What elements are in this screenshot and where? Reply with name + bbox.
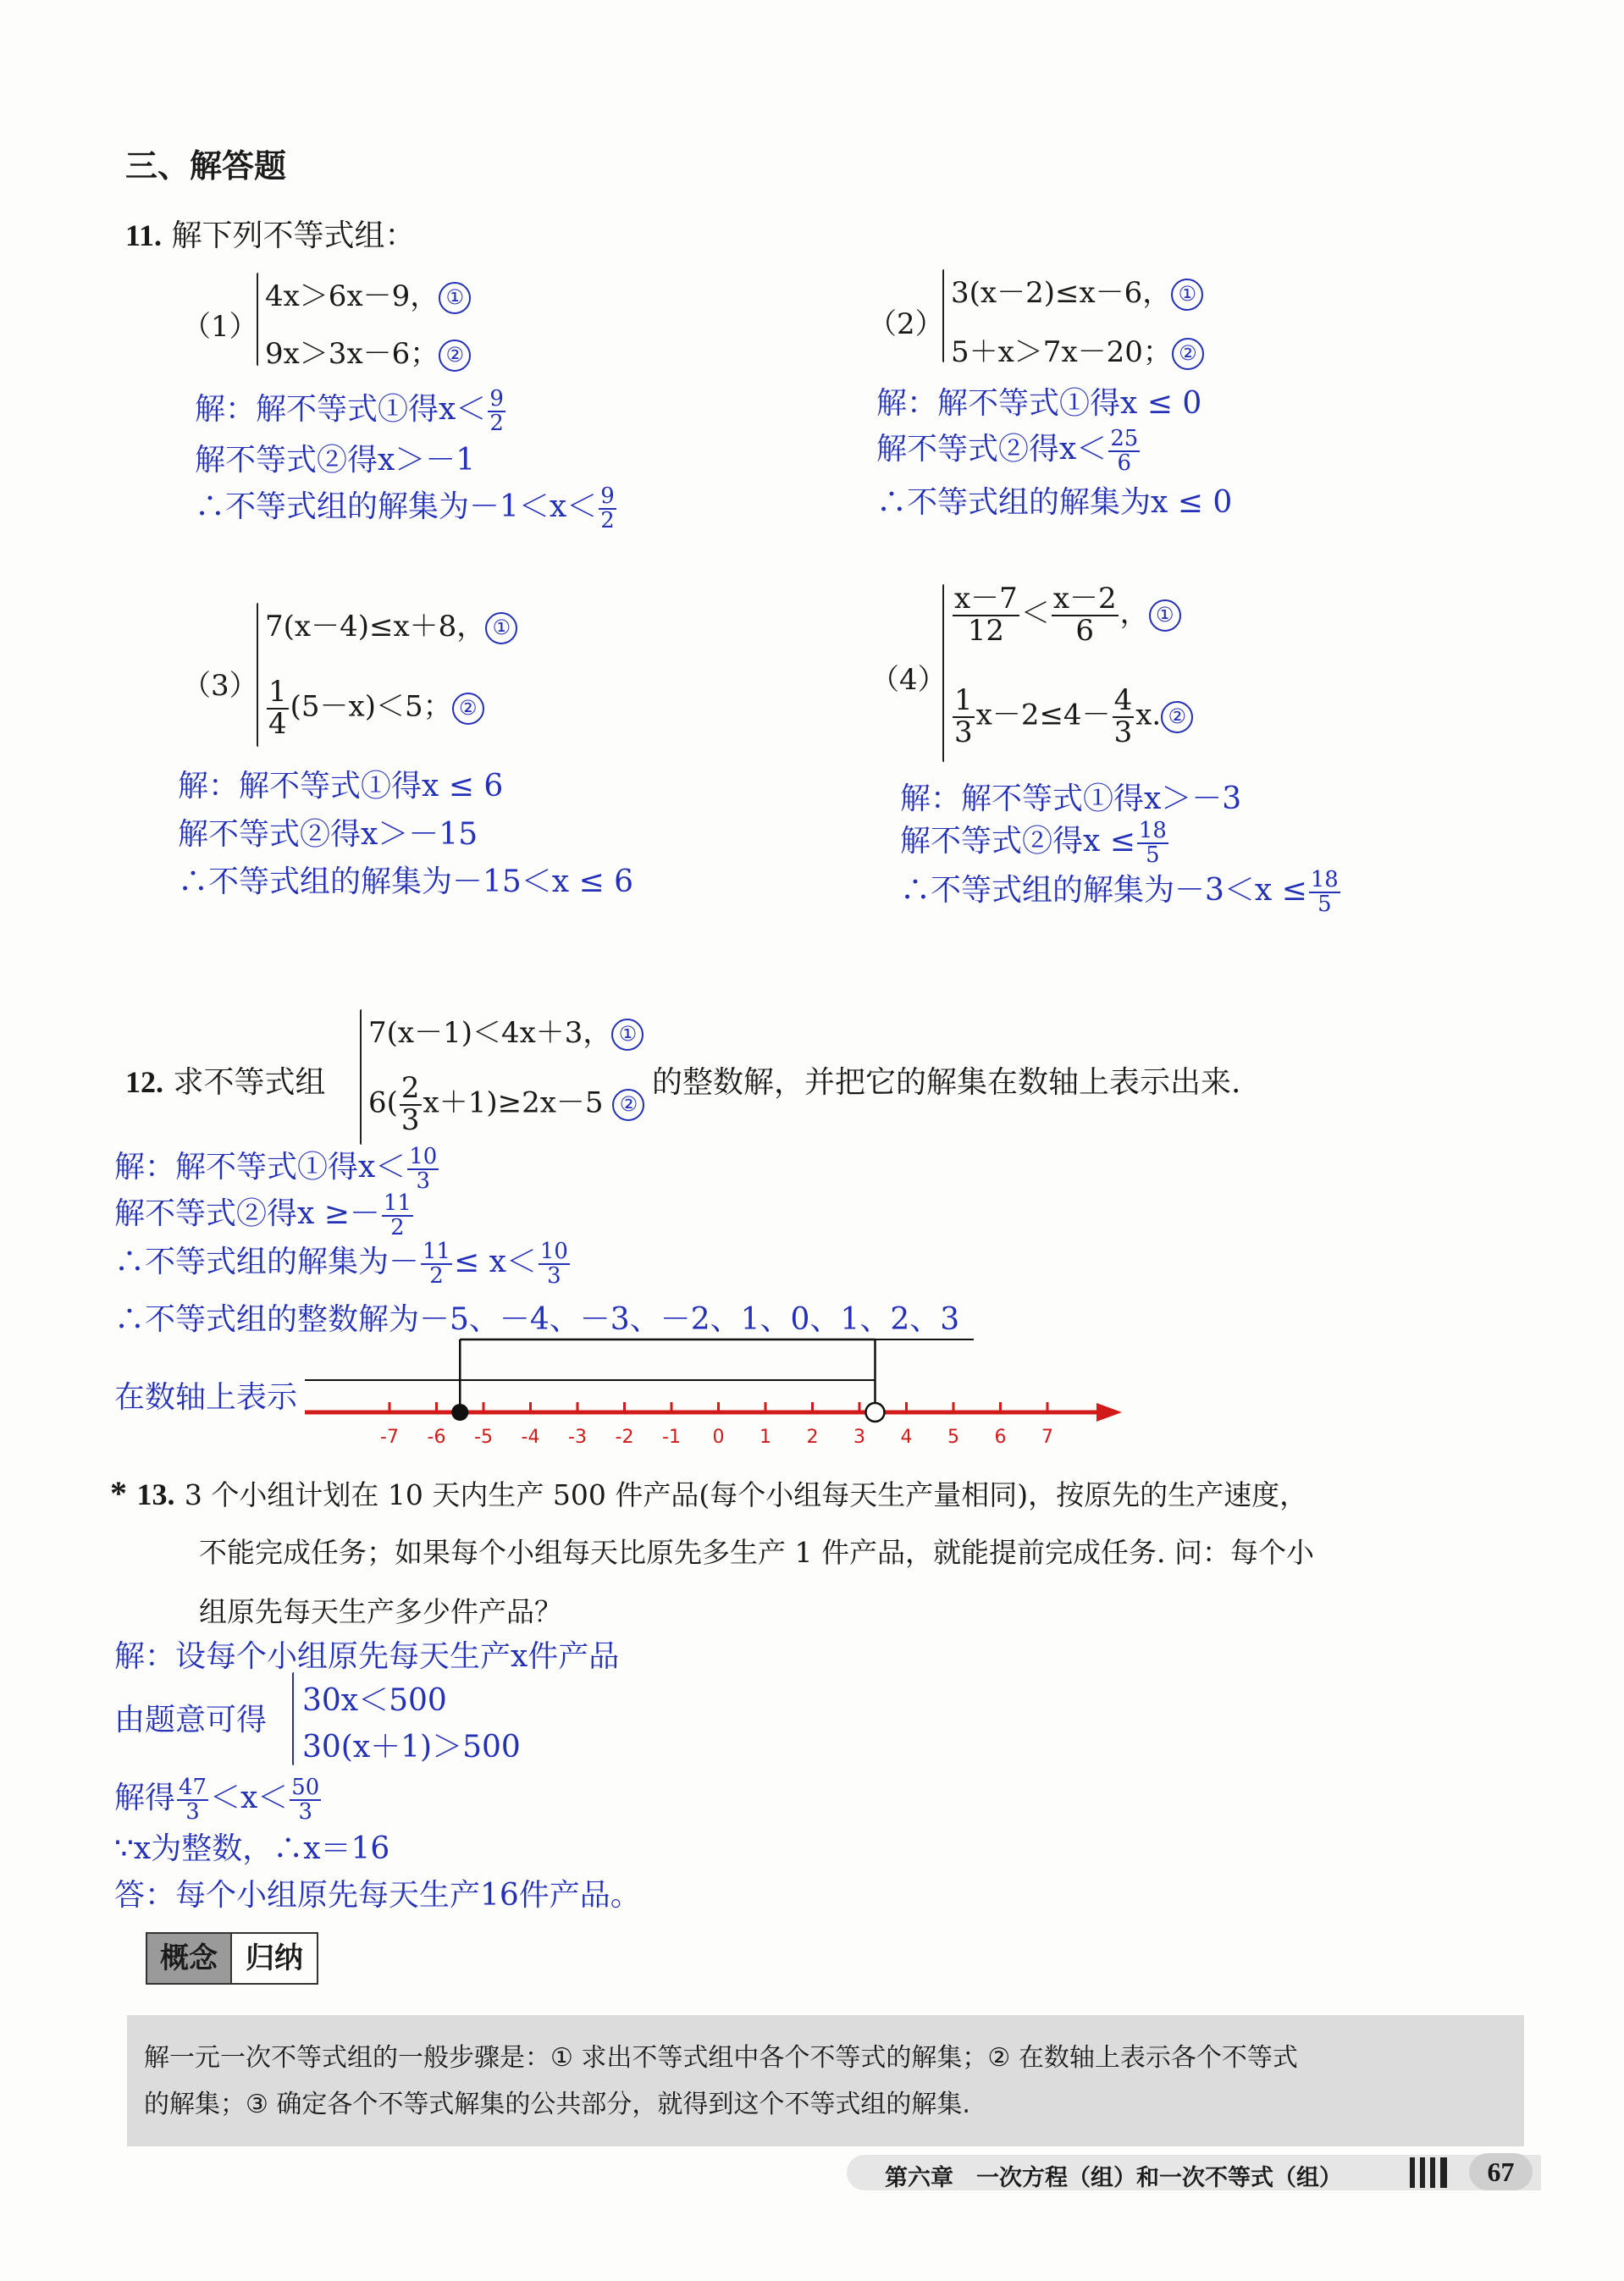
q11-p1-ans3 <box>195 483 618 533</box>
q11-p1-eq1 <box>265 273 471 314</box>
q13-number: 13. <box>136 1477 175 1511</box>
page-number: 67 <box>1469 2153 1533 2190</box>
concept-tag-right: 归纳 <box>246 1941 303 1975</box>
q11-p4-label: （4） <box>870 663 947 697</box>
fraction <box>1052 584 1119 646</box>
frac-den: 2 <box>429 1263 444 1289</box>
q11-p1-brace <box>257 273 258 366</box>
q13-line3: 组原先每天生产多少件产品？ <box>199 1595 562 1628</box>
tick-label: 2 <box>806 1427 819 1448</box>
fraction <box>953 683 975 749</box>
fraction <box>1309 866 1340 917</box>
q11-p2-eq2-text: 5＋x＞7x－20； <box>951 335 1172 369</box>
frac-num: x－7 <box>954 582 1018 616</box>
q13-ans3-b: ＜x＜ <box>209 1781 289 1815</box>
tick-label: 0 <box>712 1427 725 1448</box>
q11-p2-eq1-text: 3(x－2)≤x－6， <box>951 276 1172 310</box>
fraction <box>400 1071 422 1137</box>
q12-ans2-text: 解不等式②得x ≥－ <box>114 1196 380 1231</box>
q11-p1-eq1-text: 4x＞6x－9， <box>265 279 439 313</box>
q12-brace <box>360 1009 362 1145</box>
frac-den: 4 <box>268 706 287 741</box>
q11-p3-brace <box>257 603 258 747</box>
section-title: 三、解答题 <box>125 147 287 185</box>
q12-eq2-a: 6( <box>368 1085 398 1120</box>
q11-number: 11. <box>125 218 163 252</box>
q12-ans1 <box>114 1143 440 1193</box>
number-line <box>305 1338 1135 1448</box>
footer-chapter: 第六章 一次方程（组）和一次不等式（组） <box>885 2165 1342 2191</box>
footer-bars-icon <box>1410 2157 1450 2188</box>
circle-1-icon: ① <box>1149 599 1181 632</box>
circle-1-icon: ① <box>439 282 471 314</box>
q13-ans2: 由题意可得 <box>114 1703 268 1737</box>
q11-p3-ans2: 解不等式②得x＞－15 <box>178 817 478 852</box>
q11-p3-eq1 <box>265 603 517 644</box>
fraction <box>267 677 289 739</box>
frac-den: 2 <box>489 411 504 436</box>
q12-ans3 <box>114 1238 572 1288</box>
q11-p2-brace <box>942 269 944 362</box>
frac-num: x－2 <box>1052 582 1117 616</box>
frac-den: 2 <box>390 1215 405 1240</box>
q12-eq2 <box>368 1071 644 1137</box>
frac-den: 3 <box>185 1799 200 1825</box>
frac-num: 10 <box>409 1143 438 1169</box>
q11-p3-eq1-text: 7(x－4)≤x＋8， <box>265 610 486 643</box>
summary-line2: 的解集；③ 确定各个不等式解集的公共部分，就得到这个不等式组的解集. <box>144 2090 970 2119</box>
q11-p1-eq2 <box>265 330 471 372</box>
tick-label: 1 <box>760 1427 771 1448</box>
circle-2-icon: ② <box>439 340 471 372</box>
circle-1-icon: ① <box>485 612 517 644</box>
q11-p1-ans3-text: ∴不等式组的解集为－1＜x＜ <box>195 489 598 524</box>
q11-p4-brace <box>942 584 944 762</box>
q12-eq2-b: x＋1)≥2x－5 <box>423 1085 604 1120</box>
q12-ans3-b: ≤ x＜ <box>453 1245 537 1279</box>
frac-den: 3 <box>298 1799 313 1825</box>
tick-label: 3 <box>853 1427 865 1448</box>
summary-box <box>127 2015 1524 2146</box>
fraction <box>539 1240 570 1288</box>
concept-tag <box>146 1932 318 1985</box>
q11-p3-eq2-text: (5－x)＜5； <box>290 689 452 724</box>
q13-brace <box>292 1672 294 1765</box>
q11-p3-ans1: 解：解不等式①得x ≤ 6 <box>178 769 504 804</box>
q13-line1 <box>110 1473 1307 1513</box>
q12-eq1-text: 7(x－1)＜4x＋3， <box>368 1016 612 1050</box>
fraction <box>290 1776 321 1824</box>
frac-den: 5 <box>1146 842 1160 868</box>
solid-endpoint <box>451 1404 468 1421</box>
frac-den: 3 <box>954 715 973 749</box>
q11-prompt <box>125 212 415 255</box>
fraction <box>421 1240 452 1288</box>
q11-p2-ans1: 解：解不等式①得x ≤ 0 <box>876 386 1202 421</box>
q11-p3-ans3: ∴不等式组的解集为－15＜x ≤ 6 <box>178 864 634 899</box>
frac-num: 9 <box>489 385 504 411</box>
q11-p4-eq2-text: x－2≤4－ <box>975 698 1111 732</box>
circle-1-icon: ① <box>1171 279 1203 311</box>
q11-p3-eq2 <box>265 677 484 739</box>
concept-tag-left: 概念 <box>147 1934 232 1983</box>
q11-p1-ans2: 解不等式②得x＞－1 <box>195 443 476 478</box>
fraction <box>953 584 1019 646</box>
q13-ans4: ∵x为整数，∴x＝16 <box>114 1831 390 1866</box>
frac-den: 3 <box>547 1263 561 1289</box>
tick-label: -6 <box>427 1427 446 1448</box>
q11-p2-ans2-text: 解不等式②得x＜ <box>876 432 1108 467</box>
frac-num: 11 <box>383 1190 412 1216</box>
frac-den: 6 <box>1117 450 1132 476</box>
q11-p2-ans2 <box>876 425 1141 475</box>
frac-num: 1 <box>954 683 973 717</box>
frac-num: 9 <box>600 483 615 509</box>
q11-p4-ans2 <box>900 817 1170 867</box>
tick-label: -7 <box>380 1427 399 1448</box>
tick-label: -5 <box>474 1427 493 1448</box>
fraction <box>599 485 616 533</box>
q12-ans5: 在数轴上表示 <box>114 1380 298 1415</box>
frac-num: 2 <box>400 1071 420 1105</box>
q13-sys2: 30(x＋1)＞500 <box>302 1730 521 1765</box>
q11-p2-eq1 <box>951 269 1203 311</box>
axis-arrow-icon <box>1096 1403 1122 1422</box>
frac-den: 2 <box>600 508 615 533</box>
frac-num: 47 <box>179 1774 207 1800</box>
q12-ans3-a: ∴不等式组的解集为－ <box>114 1245 420 1279</box>
q11-p4-eq2 <box>951 683 1193 749</box>
q12-pre-text: 求不等式组 <box>173 1065 326 1100</box>
q11-p2-label: （2） <box>868 307 944 341</box>
q12-ans1-text: 解：解不等式①得x＜ <box>114 1150 406 1185</box>
frac-num: 10 <box>539 1238 568 1264</box>
q12-prompt-post: 的整数解，并把它的解集在数轴上表示出来. <box>652 1065 1241 1100</box>
open-endpoint <box>865 1403 884 1422</box>
q11-p1-eq2-text: 9x＞3x－6； <box>265 337 439 371</box>
q13-ans5: 答：每个小组原先每天生产16件产品。 <box>114 1878 641 1913</box>
q12-prompt-pre <box>125 1058 325 1102</box>
tick-label: -2 <box>615 1427 634 1448</box>
frac-den: 3 <box>400 1102 420 1137</box>
circle-2-icon: ② <box>612 1089 644 1121</box>
circle-1-icon: ① <box>611 1019 644 1051</box>
q11-text: 解下列不等式组： <box>171 218 416 253</box>
q11-p1-ans1-text: 解：解不等式①得x＜ <box>195 392 487 427</box>
frac-den: 3 <box>1113 715 1133 749</box>
q11-p2-eq2 <box>951 329 1204 370</box>
tick-label: -4 <box>521 1427 540 1448</box>
q13-line1-text: 3 个小组计划在 10 天内生产 500 件产品(每个小组每天生产量相同)，按原先的生产速度， <box>184 1478 1308 1511</box>
comma: ， <box>1119 596 1149 631</box>
fraction <box>407 1143 439 1194</box>
q11-p4-ans2-text: 解不等式②得x ≤ <box>900 824 1135 859</box>
q11-p4-ans3 <box>900 866 1342 916</box>
frac-num: 11 <box>423 1238 450 1264</box>
fraction <box>1137 817 1168 868</box>
q11-p4-eq1 <box>951 584 1181 646</box>
frac-den: 12 <box>967 613 1005 648</box>
q12-number: 12. <box>125 1065 163 1099</box>
q11-p4-ans3-text: ∴不等式组的解集为－3＜x ≤ <box>900 873 1307 908</box>
q13-line2: 不能完成任务；如果每个小组每天比原先多生产 1 件产品，就能提前完成任务. 问：每个小 <box>199 1536 1314 1569</box>
frac-num: 25 <box>1110 425 1139 451</box>
q12-ans4: ∴不等式组的整数解为－5、－4、－3、－2、1、0、1、2、3 <box>114 1302 960 1337</box>
frac-num: 18 <box>1310 866 1339 892</box>
summary-line1: 解一元一次不等式组的一般步骤是：① 求出不等式组中各个不等式的解集；② 在数轴上表示各个不等式 <box>144 2043 1298 2073</box>
circle-2-icon: ② <box>452 693 484 725</box>
q11-p4-eq2-end: x. <box>1135 698 1162 732</box>
q13-ans3-a: 解得 <box>114 1781 176 1815</box>
tick-label: 5 <box>947 1427 959 1448</box>
lt-sign: ＜ <box>1020 596 1050 631</box>
q11-p2-ans3: ∴不等式组的解集为x ≤ 0 <box>876 485 1233 520</box>
frac-den: 3 <box>416 1168 431 1194</box>
frac-num: 50 <box>291 1774 320 1800</box>
tick-label: -1 <box>662 1427 681 1448</box>
frac-num: 4 <box>1113 683 1133 717</box>
fraction <box>1108 425 1140 476</box>
q12-ans2 <box>114 1190 415 1240</box>
q11-p3-label: （3） <box>182 669 258 703</box>
q13-sys1: 30x＜500 <box>302 1683 447 1718</box>
frac-num: 1 <box>268 675 287 709</box>
fraction <box>177 1776 208 1824</box>
fraction <box>488 385 505 436</box>
tick-label: -3 <box>568 1427 587 1448</box>
frac-den: 5 <box>1317 892 1332 917</box>
tick-label: 6 <box>994 1427 1007 1448</box>
q11-p1-ans1 <box>195 385 507 435</box>
q13-ans3 <box>114 1774 323 1824</box>
q11-p1-label: （1） <box>182 310 258 344</box>
frac-den: 6 <box>1075 613 1095 648</box>
circle-2-icon: ② <box>1172 338 1204 370</box>
frac-num: 18 <box>1138 817 1167 843</box>
fraction <box>382 1192 413 1240</box>
circle-2-icon: ② <box>1161 701 1193 733</box>
fraction <box>1113 683 1135 749</box>
tick-label: 7 <box>1041 1427 1053 1448</box>
q13-ans1: 解：设每个小组原先每天生产x件产品 <box>114 1639 620 1674</box>
q12-eq1 <box>368 1009 644 1051</box>
tick-label: 4 <box>900 1427 913 1448</box>
q13-star: * <box>110 1474 127 1512</box>
q11-p4-ans1: 解：解不等式①得x＞－3 <box>900 782 1242 816</box>
